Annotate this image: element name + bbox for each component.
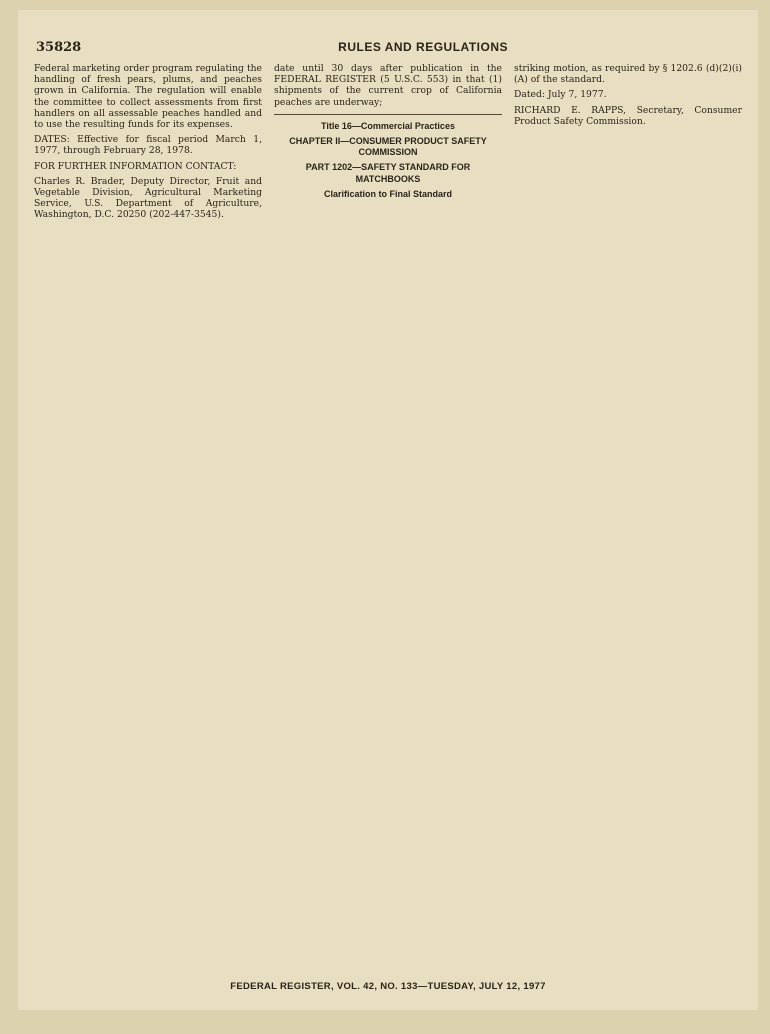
part-title: PART 1202—SAFETY STANDARD FOR MATCHBOOKS: [305, 162, 471, 184]
paragraph: Charles R. Brader, Deputy Director, Fruit and Vegetable Division, Agricultural Marketing Service, U.S. Department of Agriculture, Washington, D.C. 20250 (202-447-3545).: [34, 175, 262, 221]
page-title: RULES AND REGULATIONS: [338, 40, 508, 54]
column-2: [274, 63, 502, 225]
paragraph: FOR FURTHER INFORMATION CONTACT:: [34, 160, 237, 172]
page-footer: FEDERAL REGISTER, VOL. 42, NO. 133—TUESDAY, JULY 12, 1977: [230, 981, 546, 992]
divider: [274, 114, 502, 115]
section-title: Title 16—Commercial Practices: [321, 120, 455, 131]
column-1: [34, 63, 262, 225]
subtitle: Clarification to Final Standard: [323, 188, 452, 199]
paragraph: Federal marketing order program regulating the handling of fresh pears, plums, and peaches grown in California. The regulation will enable the committee to collect assessments from first handlers on all assessable peaches handled and to use the resulting funds for its expenses.: [34, 63, 262, 131]
signature: RICHARD E. RAPPS, Secretary, Consumer Product Safety Commission.: [514, 104, 742, 127]
document-page: [18, 10, 758, 1010]
column-3: [514, 63, 742, 225]
paragraph: date until 30 days after publication in the FEDERAL REGISTER (5 U.S.C. 553) in that (1) shipments of the current crop of California peaches are underway;: [274, 63, 502, 108]
page-header: [18, 10, 758, 55]
paragraph: DATES: Effective for fiscal period March 1, 1977, through February 28, 1978.: [34, 134, 262, 157]
paragraph: striking motion, as required by § 1202.6 (d)(2)(i)(A) of the standard.: [514, 63, 742, 86]
chapter-title: CHAPTER II—CONSUMER PRODUCT SAFETY COMMISSION: [289, 136, 487, 158]
page-number: 35828: [36, 40, 82, 55]
paragraph: Dated: July 7, 1977.: [514, 89, 607, 101]
